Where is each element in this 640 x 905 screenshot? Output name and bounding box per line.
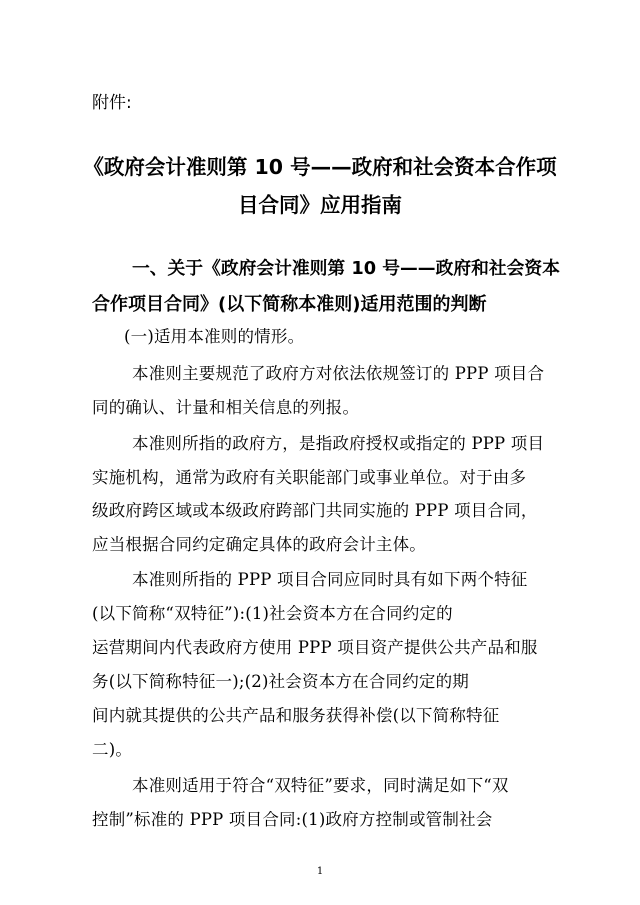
subsection-heading: (一)适用本准则的情形。 <box>124 327 305 346</box>
paragraph-4-line-2: 控制”标准的 PPP 项目合同:(1)政府方控制或管制社会 <box>92 810 493 829</box>
paragraph-3-line-5: 间内就其提供的公共产品和服务获得补偿(以下简称特征 <box>92 706 500 725</box>
document-title-line-1: 《政府会计准则第 10 号——政府和社会资本合作项 <box>83 155 557 179</box>
paragraph-3-line-2: (以下简称“双特征”):(1)社会资本方在合同约定的 <box>92 604 453 623</box>
paragraph-4-line-1: 本准则适用于符合“双特征”要求，同时满足如下“双 <box>132 776 509 795</box>
paragraph-2-line-4: 应当根据合同约定确定具体的政府会计主体。 <box>92 535 426 554</box>
page-number: 1 <box>316 866 324 877</box>
paragraph-3-line-6: 二)。 <box>92 740 133 759</box>
paragraph-1-line-1: 本准则主要规范了政府方对依法依规签订的 PPP 项目合 <box>132 364 545 383</box>
paragraph-2-line-3: 级政府跨区域或本级政府跨部门共同实施的 PPP 项目合同， <box>92 501 538 520</box>
paragraph-2-line-1: 本准则所指的政府方，是指政府授权或指定的 PPP 项目 <box>132 434 545 453</box>
paragraph-3-line-4: 务(以下简称特征一);(2)社会资本方在合同约定的期 <box>92 672 470 691</box>
section-heading-line-2: 合作项目合同》(以下简称本准则)适用范围的判断 <box>92 294 487 315</box>
paragraph-3-line-3: 运营期间内代表政府方使用 PPP 项目资产提供公共产品和服 <box>92 638 538 657</box>
document-title-line-2: 目合同》应用指南 <box>238 193 402 217</box>
paragraph-1-line-2: 同的确认、计量和相关信息的列报。 <box>92 398 360 417</box>
section-heading-line-1: 一、关于《政府会计准则第 10 号——政府和社会资本 <box>132 259 560 279</box>
paragraph-2-line-2: 实施机构，通常为政府有关职能部门或事业单位。对于由多 <box>92 468 527 487</box>
paragraph-3-line-1: 本准则所指的 PPP 项目合同应同时具有如下两个特征 <box>132 570 528 589</box>
attachment-label: 附件: <box>92 93 132 113</box>
